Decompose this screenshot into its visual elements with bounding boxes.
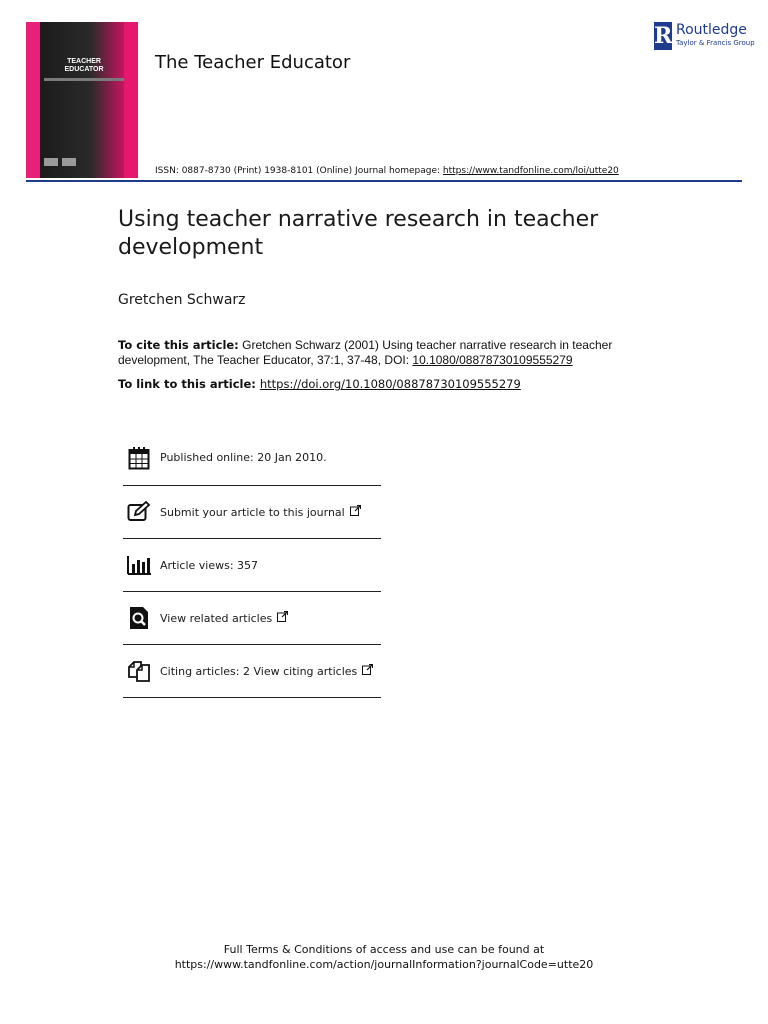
published-row [123,430,381,486]
calendar-icon [127,446,151,470]
cover-subtitle-bar [44,78,124,81]
cover-title-line2: EDUCATOR [64,66,104,73]
journal-name: The Teacher Educator [155,52,351,73]
external-link-icon [350,503,361,521]
journal-homepage-link[interactable]: https://www.tandfonline.com/loi/utte20 [442,166,619,176]
publisher-name: Routledge [676,22,747,38]
article-doi-link[interactable]: https://doi.org/10.1080/08878730109555279 [259,377,521,391]
external-link-icon [362,662,373,680]
article-link-line [118,377,521,391]
edit-icon [127,500,151,524]
journal-cover-image [26,22,138,178]
views-row [123,539,381,592]
issn-line [155,166,619,176]
cover-title-line1: TEACHER [67,58,101,65]
cite-label: To cite this article: [118,338,239,352]
article-author: Gretchen Schwarz [118,292,246,308]
publisher-logo[interactable] [654,22,755,52]
cover-title [44,58,124,74]
issn-text: ISSN: 0887-8730 (Print) 1938-8101 (Online) Journal homepage: [155,166,443,176]
header-divider [26,180,742,182]
cover-logos [44,158,80,166]
bar-chart-icon [127,553,151,577]
external-link-icon [277,609,288,627]
article-title: Using teacher narrative research in teacher development [118,207,599,260]
citing-row[interactable] [123,645,381,698]
routledge-logo-icon: R [654,23,673,49]
cover-edge [26,22,40,178]
footer [0,942,768,972]
footer-terms: Full Terms & Conditions of access and use can be found at [223,943,545,956]
citing-icon [127,659,151,683]
publisher-group: Taylor & Francis Group [676,39,755,47]
related-articles-link[interactable]: View related articles [160,611,273,625]
cite-text: Gretchen Schwarz (2001) Using teacher narrative research in teacher development, The Teacher Educator, 37:1, 37-48, DOI: [118,338,613,367]
published-date: Published online: 20 Jan 2010. [160,451,327,464]
footer-terms-link[interactable]: https://www.tandfonline.com/action/journalInformation?journalCode=utte20 [174,958,594,971]
citing-articles-link[interactable]: Citing articles: 2 View citing articles [160,664,358,678]
cite-doi-link[interactable]: 10.1080/08878730109555279 [412,353,573,367]
citation-block [118,338,638,368]
article-info-list [123,430,381,698]
link-label: To link to this article: [118,377,256,391]
article-views: Article views: 357 [160,558,259,572]
submit-row[interactable] [123,486,381,539]
related-row[interactable] [123,592,381,645]
cover-photo [40,22,124,178]
search-document-icon [127,606,151,630]
submit-article-link[interactable]: Submit your article to this journal [160,505,345,519]
